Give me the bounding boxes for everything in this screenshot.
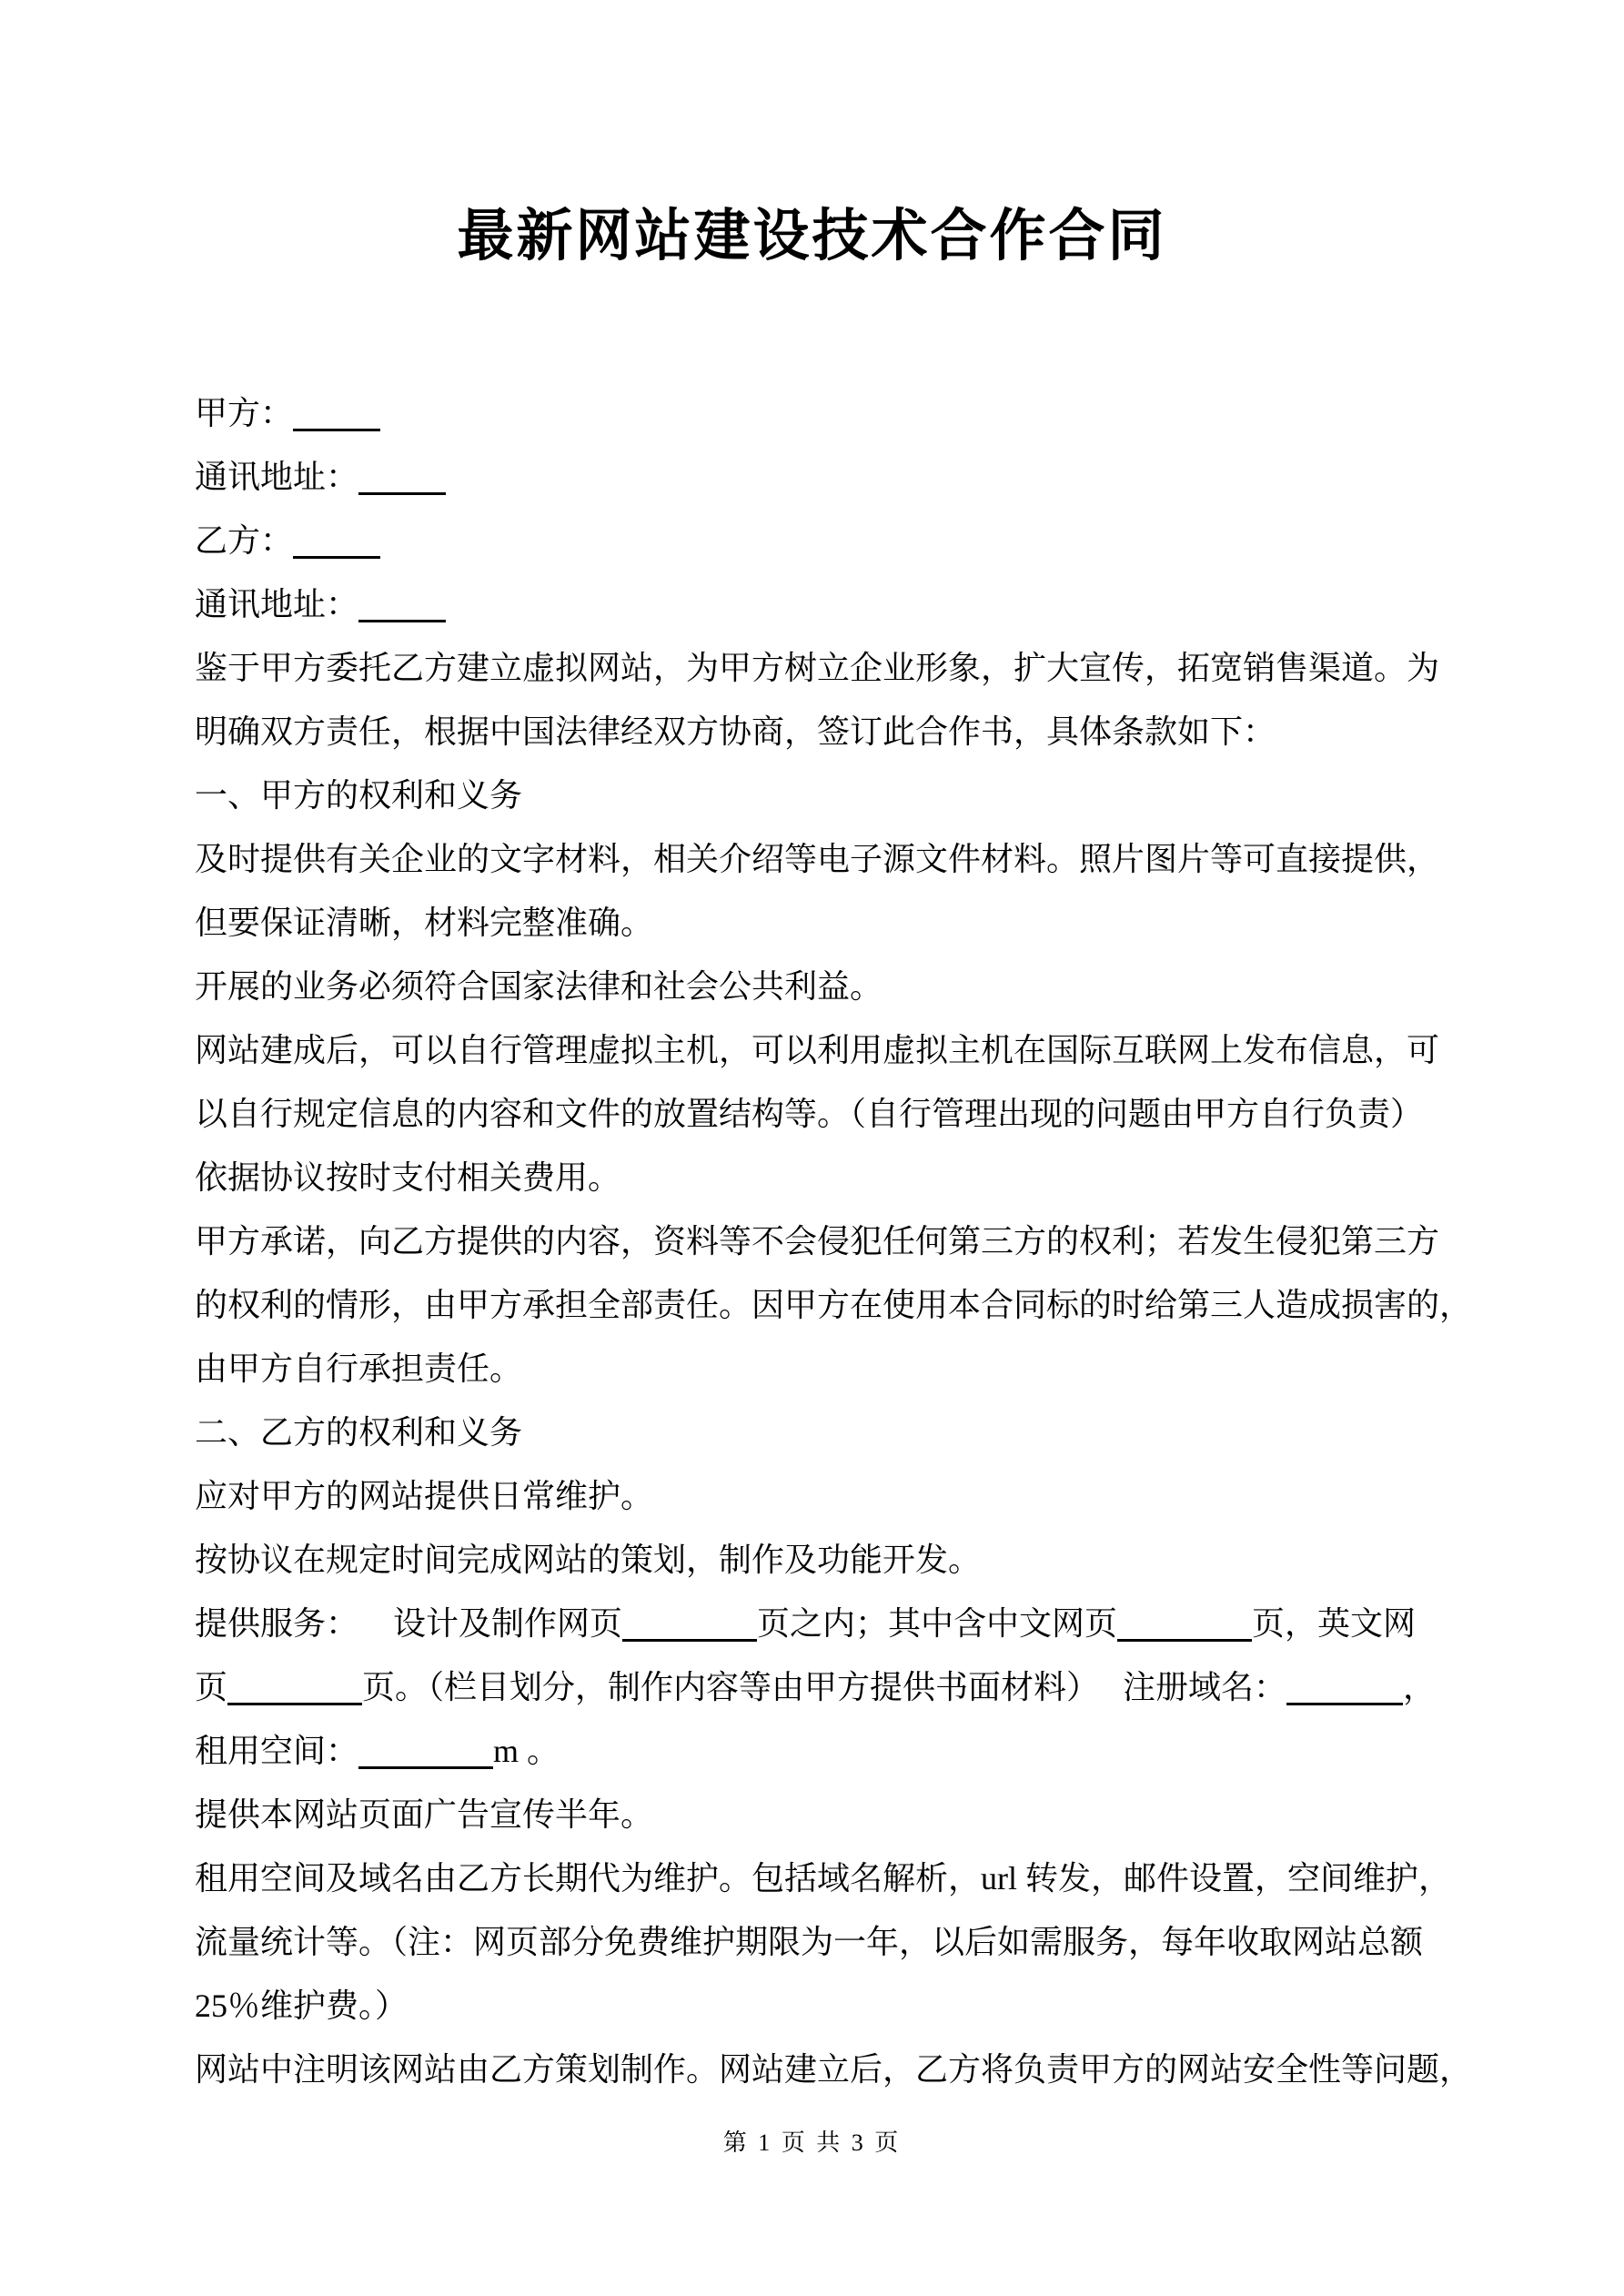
text-run: 开展的业务必须符合国家法律和社会公共利益。	[195, 968, 883, 1005]
text-run: 二、乙方的权利和义务	[195, 1414, 523, 1451]
spacing-gap	[1099, 1697, 1123, 1698]
document-line	[195, 1401, 1439, 1464]
text-run: 租用空间：	[195, 1733, 359, 1769]
text-run: 流量统计等。（注：网页部分免费维护期限为一年，以后如需服务，每年收取网站总额	[195, 1924, 1424, 1960]
document-line	[195, 891, 1439, 955]
document-line	[195, 827, 1439, 891]
text-run: 明确双方责任，根据中国法律经双方协商，签订此合作书，具体条款如下：	[195, 713, 1276, 750]
text-run: 及时提供有关企业的文字材料，相关介绍等电子源文件材料。照片图片等可直接提供，	[195, 841, 1440, 877]
document-line	[195, 1719, 1439, 1783]
document-line	[195, 572, 1439, 636]
document-body	[195, 381, 1473, 2101]
text-run: 页之内；其中含中文网页	[757, 1605, 1118, 1642]
text-run: 依据协议按时支付相关费用。	[195, 1159, 621, 1196]
text-run: 页。（栏目划分，制作内容等由甲方提供书面材料）	[362, 1669, 1100, 1705]
document-line	[195, 955, 1439, 1018]
blank-field	[358, 1739, 493, 1769]
document-line	[195, 700, 1439, 764]
text-run: 以自行规定信息的内容和文件的放置结构等。（自行管理出现的问题由甲方自行负责）	[195, 1096, 1424, 1132]
text-run: 设计及制作网页	[393, 1605, 623, 1642]
text-run: 通讯地址：	[195, 586, 359, 622]
document-line	[195, 1337, 1439, 1401]
document-line	[195, 1273, 1473, 1337]
text-run: 甲方：	[195, 395, 294, 431]
document-line	[195, 2038, 1473, 2101]
document-line	[195, 381, 1439, 445]
text-run: 通讯地址：	[195, 459, 359, 495]
blank-field	[622, 1612, 757, 1642]
text-run: 网站中注明该网站由乙方策划制作。网站建立后，乙方将负责甲方的网站安全性等问题，	[195, 2051, 1473, 2088]
text-run: ，	[1403, 1669, 1437, 1705]
blank-field	[1286, 1675, 1403, 1705]
document-line	[195, 1846, 1451, 1910]
blank-field	[293, 401, 380, 431]
document-line	[195, 1018, 1439, 1082]
text-run: 提供本网站页面广告宣传半年。	[195, 1796, 654, 1833]
document-line	[195, 1783, 1439, 1846]
text-run: 乙方：	[195, 522, 294, 559]
blank-field	[227, 1675, 362, 1705]
document-line	[195, 1464, 1439, 1528]
document-line	[195, 1974, 1439, 2038]
text-run: 注册域名：	[1123, 1669, 1287, 1705]
document-line	[195, 636, 1439, 700]
document-line	[195, 1082, 1439, 1146]
text-run: 但要保证清晰，材料完整准确。	[195, 905, 654, 941]
text-run: 的权利的情形，由甲方承担全部责任。因甲方在使用本合同标的时给第三人造成损害的，	[195, 1287, 1473, 1323]
text-run: 网站建成后，可以自行管理虚拟主机，可以利用虚拟主机在国际互联网上发布信息，可	[195, 1032, 1440, 1068]
text-run: 甲方承诺，向乙方提供的内容，资料等不会侵犯任何第三方的权利；若发生侵犯第三方	[195, 1223, 1440, 1259]
text-run: 页	[195, 1669, 228, 1705]
text-run: 应对甲方的网站提供日常维护。	[195, 1478, 654, 1514]
document-line	[195, 445, 1439, 509]
document-line	[195, 1146, 1439, 1209]
text-run: 按协议在规定时间完成网站的策划，制作及功能开发。	[195, 1542, 982, 1578]
blank-field	[293, 529, 380, 559]
document-line	[195, 1910, 1439, 1974]
text-run: 页，英文网	[1252, 1605, 1417, 1642]
text-run: 一、甲方的权利和义务	[195, 777, 523, 814]
document-line	[195, 509, 1439, 572]
document-line	[195, 764, 1439, 827]
document-title: 最新网站建设技术合作合同	[457, 206, 1167, 268]
text-run: m 。	[493, 1733, 560, 1769]
page-footer: 第 1 页 共 3 页	[722, 2129, 902, 2156]
document-line	[195, 1592, 1439, 1655]
text-run: 提供服务：	[195, 1605, 359, 1642]
document-line	[195, 1528, 1439, 1592]
spacing-gap	[358, 1633, 393, 1634]
blank-field	[1117, 1612, 1252, 1642]
text-run: 租用空间及域名由乙方长期代为维护。包括域名解析，url 转发，邮件设置，空间维护，	[195, 1860, 1451, 1896]
document-line	[195, 1209, 1439, 1273]
document-line	[195, 1655, 1439, 1719]
text-run: 由甲方自行承担责任。	[195, 1350, 523, 1387]
text-run: 25％维护费。）	[195, 1988, 409, 2024]
blank-field	[358, 592, 446, 622]
text-run: 鉴于甲方委托乙方建立虚拟网站，为甲方树立企业形象，扩大宣传，拓宽销售渠道。为	[195, 650, 1440, 686]
blank-field	[358, 465, 446, 495]
